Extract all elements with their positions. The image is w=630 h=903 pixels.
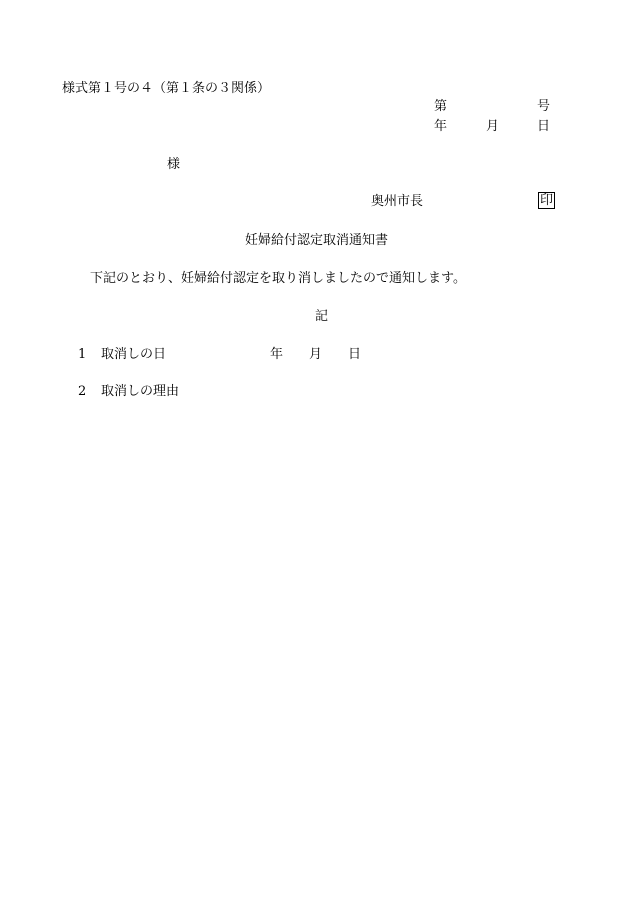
ki-heading: 記 (315, 309, 329, 324)
date-year: 年 (434, 119, 448, 134)
reference-dai: 第 (434, 99, 448, 114)
item-date-day: 日 (348, 347, 362, 362)
item-number: 2 (78, 384, 87, 399)
seal-icon: 印 (540, 193, 554, 208)
item-number: 1 (78, 347, 87, 362)
document-title: 妊婦給付認定取消通知書 (245, 233, 389, 248)
item-label: 取消しの理由 (101, 384, 180, 399)
reference-go: 号 (537, 99, 551, 114)
issuer-name: 奥州市長 (371, 194, 424, 209)
body-text: 下記のとおり、妊婦給付認定を取り消しましたので通知します。 (90, 271, 466, 286)
addressee-honorific: 様 (167, 157, 181, 172)
seal-mark (538, 192, 555, 209)
item-label: 取消しの日 (101, 347, 167, 362)
item-date-month: 月 (309, 347, 323, 362)
date-month: 月 (486, 119, 500, 134)
date-day: 日 (537, 119, 551, 134)
form-number: 様式第１号の４（第１条の３関係） (62, 81, 271, 96)
item-date-year: 年 (270, 347, 284, 362)
